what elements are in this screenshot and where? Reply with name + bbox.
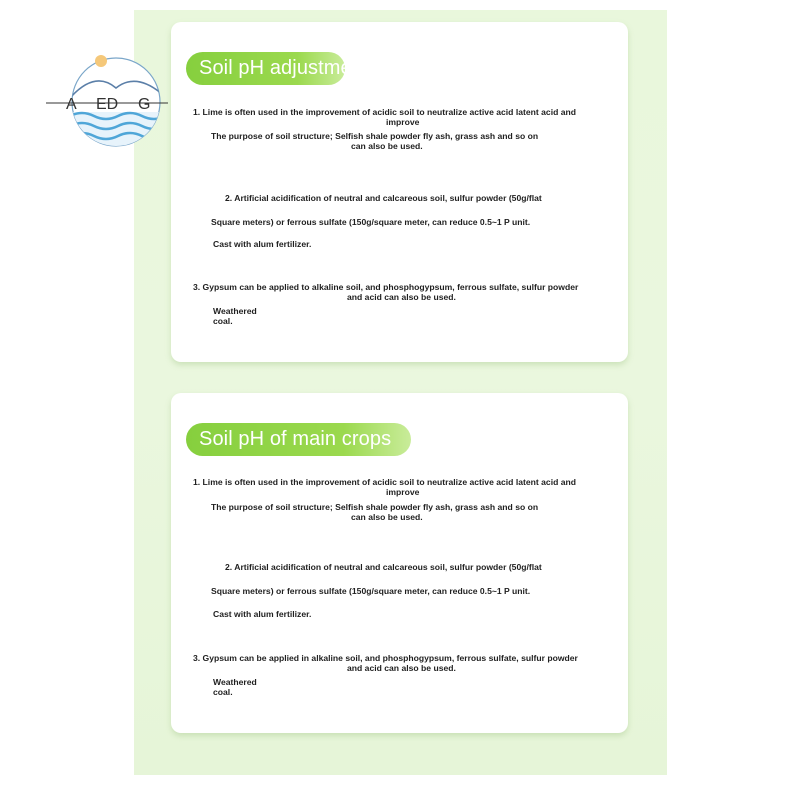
paragraph-2-line-1: 2. Artificial acidification of neutral and calcareous soil, sulfur powder (50g/flat [225, 562, 542, 572]
paragraph-3-line-3: Weathered [213, 677, 257, 687]
paragraph-3-line-2: and acid can also be used. [347, 663, 456, 673]
logo-letter-g: G [138, 96, 151, 113]
paragraph-3-line-3: Weathered [213, 306, 257, 316]
paragraph-3-line-2: and acid can also be used. [347, 292, 456, 302]
paragraph-1-line-4: can also be used. [351, 512, 423, 522]
paragraph-3-line-1: 3. Gypsum can be applied in alkaline soil, and phosphogypsum, ferrous sulfate, sulfur powder [193, 653, 578, 663]
paragraph-1-line-3: The purpose of soil structure; Selfish shale powder fly ash, grass ash and so on [211, 502, 539, 512]
paragraph-2-line-3: Cast with alum fertilizer. [213, 239, 312, 249]
logo-letter-a: A [66, 96, 77, 113]
paragraph-2-line-2: Square meters) or ferrous sulfate (150g/square meter, can reduce 0.5~1 P unit. [211, 217, 531, 227]
section-title-pill [186, 423, 411, 456]
paragraph-2-line-2: Square meters) or ferrous sulfate (150g/square meter, can reduce 0.5~1 P unit. [211, 586, 531, 596]
paragraph-1-line-2: improve [386, 487, 420, 497]
paragraph-3-line-1: 3. Gypsum can be applied to alkaline soil, and phosphogypsum, ferrous sulfate, sulfur powder [193, 282, 579, 292]
aedg-logo [40, 50, 170, 150]
paragraph-2-line-1: 2. Artificial acidification of neutral and calcareous soil, sulfur powder (50g/flat [225, 193, 542, 203]
paragraph-1-line-1: 1. Lime is often used in the improvement of acidic soil to neutralize active acid latent acid and [193, 107, 576, 117]
section-title-pill [186, 52, 369, 85]
card-soil-ph-main-crops [171, 393, 628, 733]
section-title: Soil pH adjustment [199, 57, 369, 79]
paragraph-2-line-3: Cast with alum fertilizer. [213, 609, 312, 619]
paragraph-1-line-4: can also be used. [351, 141, 423, 151]
paragraph-1-line-3: The purpose of soil structure; Selfish shale powder fly ash, grass ash and so on [211, 131, 539, 141]
paragraph-1-line-2: improve [386, 117, 420, 127]
paragraph-3-line-4: coal. [213, 687, 233, 697]
paragraph-3-line-4: coal. [213, 316, 233, 326]
card-soil-ph-adjustment [171, 22, 628, 362]
sun-icon [95, 55, 107, 67]
logo-letters-ed: ED [96, 96, 119, 113]
section-title: Soil pH of main crops [199, 428, 392, 450]
paragraph-1-line-1: 1. Lime is often used in the improvement of acidic soil to neutralize active acid latent acid and [193, 477, 576, 487]
